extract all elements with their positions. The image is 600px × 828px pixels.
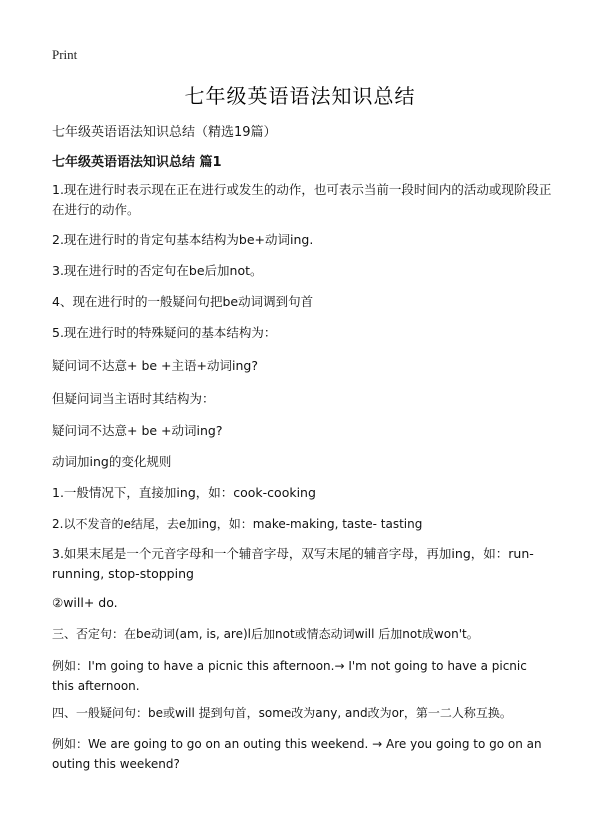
paragraph-16: 四、一般疑问句：be或will 提到句首，some改为any, and改为or，第一二人称互换。 [52, 706, 512, 720]
paragraph-14: 三、否定句：在be动词(am, is, are)l后加not或情态动词will 后加not成won't。 [52, 627, 479, 641]
paragraph-15: 例如：I'm going to have a picnic this afternoon.→ I'm not going to have a picnic this afternoon. [52, 659, 527, 693]
paragraph-8: 疑问词不达意+ be +动词ing? [52, 423, 223, 438]
print-label: Print [52, 47, 78, 62]
section-heading: 七年级英语语法知识总结 篇1 [52, 155, 222, 170]
paragraph-17: 例如：We are going to go on an outing this weekend. → Are you going to go on an outing this weekend? [52, 737, 542, 771]
paragraph-6: 疑问词不达意+ be +主语+动词ing? [52, 358, 258, 373]
paragraph-7: 但疑问词当主语时其结构为： [52, 391, 215, 406]
paragraph-10: 1.一般情况下，直接加ing，如：cook-cooking [52, 485, 316, 500]
paragraph-11: 2.以不发音的e结尾，去e加ing，如：make-making, taste- tasting [52, 517, 423, 531]
document-title: 七年级英语语法知识总结 [184, 84, 416, 108]
document-subtitle: 七年级英语语法知识总结（精选19篇） [52, 125, 277, 140]
paragraph-3: 3.现在进行时的否定句在be后加not。 [52, 263, 263, 278]
paragraph-2: 2.现在进行时的肯定句基本结构为be+动词ing. [52, 232, 314, 247]
paragraph-12: 3.如果末尾是一个元音字母和一个辅音字母，双写末尾的辅音字母，再加ing，如：run-running, stop-stopping [52, 546, 534, 581]
paragraph-13: ②will+ do. [52, 595, 118, 610]
paragraph-1: 1.现在进行时表示现在正在进行或发生的动作，也可表示当前一段时间内的活动或现阶段正在进行的动作。 [52, 182, 552, 217]
paragraph-9: 动词加ing的变化规则 [52, 454, 172, 469]
paragraph-5: 5.现在进行时的特殊疑问的基本结构为： [52, 325, 277, 340]
paragraph-4: 4、现在进行时的一般疑问句把be动词调到句首 [52, 294, 314, 309]
